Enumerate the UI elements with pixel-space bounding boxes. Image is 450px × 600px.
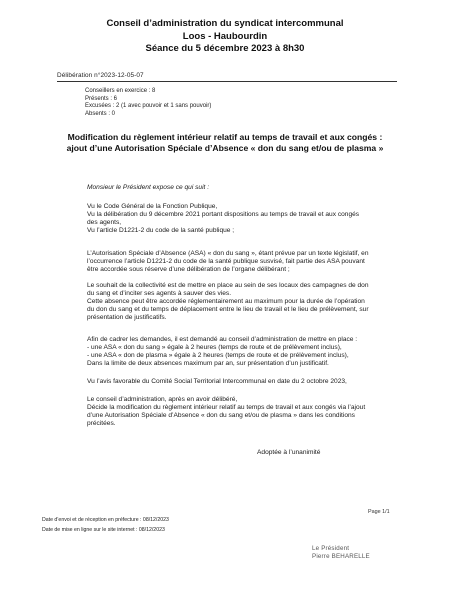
reference-code: Vu le Code Général de la Fonction Publique, xyxy=(87,203,218,210)
attendance-in-office: Conseillers en exercice : 8 xyxy=(85,88,156,94)
wish-line-1: Le souhait de la collectivité est de mettre en place au sein de ses locaux des campagnes de don xyxy=(87,282,369,289)
header-divider xyxy=(57,81,397,82)
reference-deliberation: Vu la délibération du 9 décembre 2021 portant dispositions au temps de travail et aux congés xyxy=(87,211,360,219)
absence-line-3: présentation de justificatifs. xyxy=(87,314,167,322)
attendance-block xyxy=(85,88,211,118)
header-organization: Conseil d’administration du syndicat intercommunal xyxy=(106,18,344,29)
page-number: Page 1/1 xyxy=(368,509,390,515)
wish-paragraph xyxy=(87,282,409,322)
attendance-excused: Excusées : 2 (1 avec pouvoir et 1 sans pouvoir) xyxy=(85,103,212,110)
absence-line-2: du don du sang et du temps de déplacement entre le lieu de travail et le lieu de prélèvement, sur xyxy=(87,306,369,314)
online-date: Date de mise en ligne sur le site internet : 08/12/2023 xyxy=(42,527,165,533)
adoption-result: Adoptée à l’unanimité xyxy=(257,449,321,456)
document-header xyxy=(0,18,450,56)
framework-asa-plasma: - une ASA « don de plasma » égale à 2 heures (temps de route et de prélèvement inclus), xyxy=(87,352,349,360)
deliberation-title xyxy=(40,132,410,153)
reference-article: Vu l’article D1221-2 du code de la santé publique ; xyxy=(87,227,235,235)
deliberation-number: Délibération n°2023-12-05-07 xyxy=(57,72,144,79)
signatory-name: Pierre BEHARELLE xyxy=(312,553,370,560)
council-statement: Le conseil d’administration, après en avoir délibéré, xyxy=(87,396,238,403)
decision-line-2: d’une Autorisation Spéciale d’Absence « don du sang et/ou de plasma » dans les conditions xyxy=(87,412,355,420)
legal-references xyxy=(87,203,409,235)
framework-asa-blood: - une ASA « don du sang » égale à 2 heures (temps de route et de prélèvement inclus), xyxy=(87,344,342,352)
attendance-present: Présents : 6 xyxy=(85,95,118,102)
header-session-date: Séance du 5 décembre 2023 à 8h30 xyxy=(145,43,305,54)
decision-line-1: Décide la modification du règlement intérieur relatif au temps de travail et aux congés via l’ajout xyxy=(87,404,366,412)
intro-text: Monsieur le Président expose ce qui suit : xyxy=(87,184,210,191)
framework-limit: Dans la limite de deux absences maximum par an, sur présentation d’un justificatif. xyxy=(87,360,329,368)
framework-paragraph xyxy=(87,336,409,368)
title-line-2: ajout d’une Autorisation Spéciale d’Absence « don du sang et/ou de plasma » xyxy=(66,142,384,153)
framework-line-1: Afin de cadrer les demandes, il est demandé au conseil d’administration de mettre en place : xyxy=(87,336,358,343)
reference-deliberation-cont: des agents, xyxy=(87,219,122,227)
asa-paragraph xyxy=(87,250,409,274)
attendance-absent: Absents : 0 xyxy=(85,110,116,117)
header-location: Loos - Haubourdin xyxy=(182,30,268,42)
asa-line-1: L’Autorisation Spéciale d’Absence (ASA) « don du sang », étant prévue par un texte législatif, en xyxy=(87,250,369,257)
decision-line-3: précitées. xyxy=(87,420,116,428)
wish-line-2: du sang et d’inciter ses agents à sauver des vies. xyxy=(87,290,232,298)
committee-opinion: Vu l’avis favorable du Comité Social Territorial Intercommunal en date du 2 octobre 2023, xyxy=(87,378,347,385)
asa-line-3: être accordée sous réserve d’une délibération de l’organe délibérant ; xyxy=(87,266,290,274)
prefecture-date: Date d’envoi et de réception en préfecture : 08/12/2023 xyxy=(42,517,169,523)
absence-line-1: Cette absence peut être accordée réglementairement au maximum pour la durée de l’opération xyxy=(87,298,365,306)
asa-line-2: l’occurrence l’article D1221-2 du code de la santé publique susvisé, fait partie des ASA pouvant xyxy=(87,258,365,266)
signatory-role: Le Président xyxy=(312,545,350,552)
decision-paragraph xyxy=(87,396,409,428)
title-line-1: Modification du règlement intérieur relatif au temps de travail et aux congés : xyxy=(67,132,383,142)
